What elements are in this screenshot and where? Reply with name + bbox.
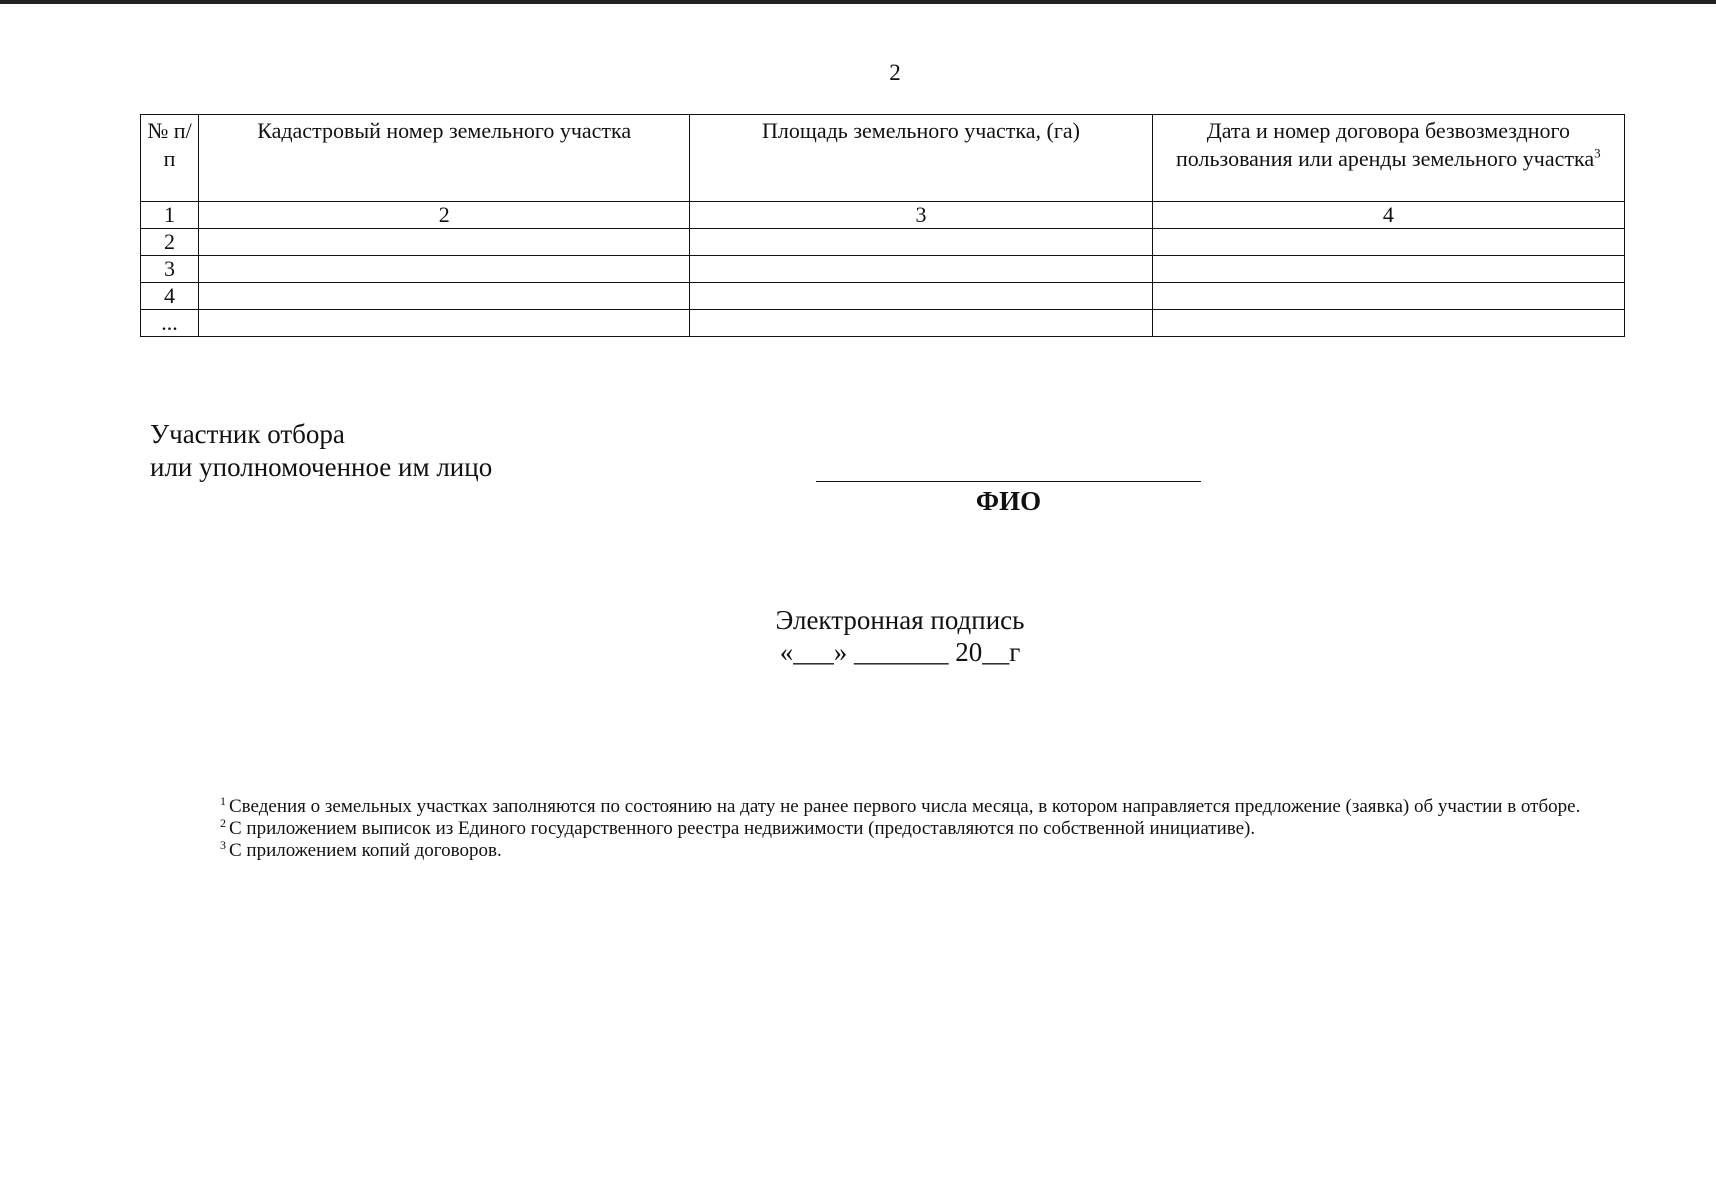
column-number: 1 bbox=[141, 202, 199, 229]
footnote-text: С приложением копий договоров. bbox=[229, 840, 502, 861]
header-cell-cadastral-number: Кадастровый номер земельного участка bbox=[199, 115, 690, 202]
table-row bbox=[141, 283, 1625, 310]
signature-line[interactable] bbox=[816, 481, 1201, 482]
cadastral-number-cell[interactable] bbox=[199, 256, 690, 283]
row-number-cell: 3 bbox=[141, 256, 199, 283]
cadastral-number-cell[interactable] bbox=[199, 229, 690, 256]
footnote-marker: 1 bbox=[220, 793, 226, 808]
table-header-row bbox=[141, 115, 1625, 202]
footnotes bbox=[150, 793, 1636, 862]
column-number: 2 bbox=[199, 202, 690, 229]
footnote-text: С приложением выписок из Единого государственного реестра недвижимости (предоставляются по собственной инициативе). bbox=[229, 818, 1256, 839]
cadastral-number-cell[interactable] bbox=[199, 310, 690, 337]
scan-top-edge bbox=[0, 0, 1716, 4]
footnote-1 bbox=[150, 793, 1636, 818]
electronic-signature-block bbox=[700, 604, 1100, 668]
footnote-3 bbox=[150, 837, 1636, 862]
page-number: 2 bbox=[889, 60, 901, 85]
footnote-marker: 3 bbox=[220, 837, 226, 852]
land-plots-table bbox=[140, 114, 1625, 337]
column-number-row bbox=[141, 202, 1625, 229]
area-cell[interactable] bbox=[690, 310, 1152, 337]
table-row bbox=[141, 310, 1625, 337]
row-number-cell: 2 bbox=[141, 229, 199, 256]
contract-cell[interactable] bbox=[1152, 229, 1624, 256]
electronic-signature-label: Электронная подпись bbox=[775, 605, 1025, 635]
signature-date-line: «___» _______ 20__г bbox=[779, 637, 1021, 667]
footnote-ref-3: 3 bbox=[1594, 145, 1601, 161]
row-number-cell: 4 bbox=[141, 283, 199, 310]
contract-cell[interactable] bbox=[1152, 310, 1624, 337]
area-cell[interactable] bbox=[690, 256, 1152, 283]
footnote-2 bbox=[150, 815, 1636, 840]
signer-line-2: или уполномоченное им лицо bbox=[150, 452, 493, 482]
row-number-cell: ... bbox=[141, 310, 199, 337]
footnote-marker: 2 bbox=[220, 815, 226, 830]
signer-label bbox=[150, 418, 492, 484]
column-number: 3 bbox=[690, 202, 1152, 229]
header-cell-number: № п/п bbox=[141, 115, 199, 202]
area-cell[interactable] bbox=[690, 283, 1152, 310]
header-cell-area: Площадь земельного участка, (га) bbox=[690, 115, 1152, 202]
cadastral-number-cell[interactable] bbox=[199, 283, 690, 310]
header-cell-contract: Дата и номер договора безвозмездного пользования или аренды земельного участка$^3$ bbox=[1152, 115, 1624, 202]
contract-cell[interactable] bbox=[1152, 256, 1624, 283]
contract-cell[interactable] bbox=[1152, 283, 1624, 310]
table-row bbox=[141, 229, 1625, 256]
signer-line-1: Участник отбора bbox=[150, 419, 345, 449]
footnote-text: Сведения о земельных участках заполняются по состоянию на дату не ранее первого числа месяца, в котором направляется предложение (заявка) об участии в отборе. bbox=[229, 796, 1581, 817]
area-cell[interactable] bbox=[690, 229, 1152, 256]
table-row bbox=[141, 256, 1625, 283]
column-number: 4 bbox=[1152, 202, 1624, 229]
fio-label: ФИО bbox=[975, 486, 1042, 516]
